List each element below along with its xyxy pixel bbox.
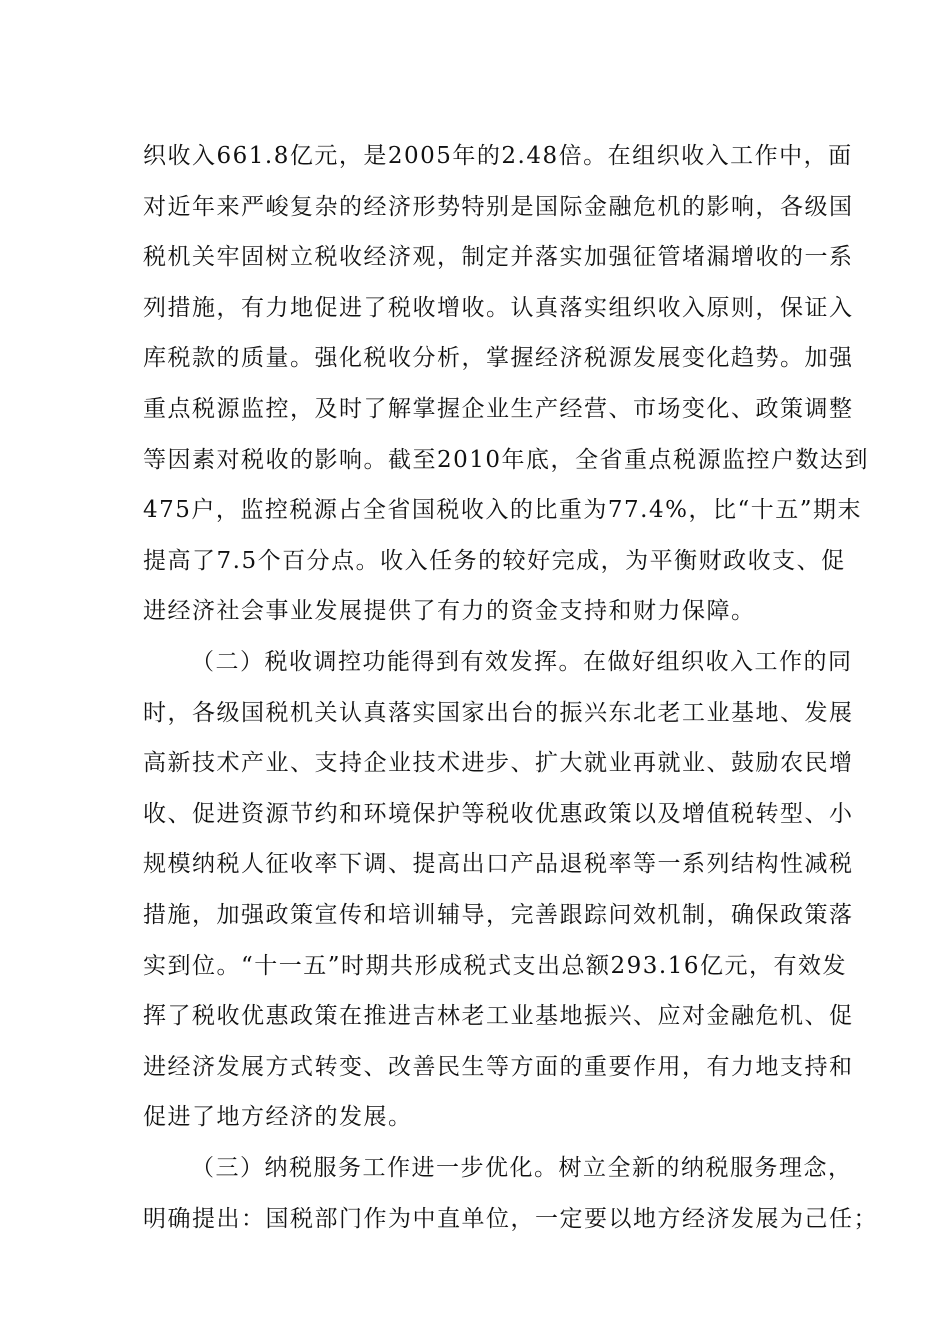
text-line: 明确提出：国税部门作为中直单位，一定要以地方经济发展为己任； bbox=[143, 1206, 878, 1232]
text-line: 时，各级国税机关认真落实国家出台的振兴东北老工业基地、发展 bbox=[143, 700, 854, 726]
text-line: 进经济发展方式转变、改善民生等方面的重要作用，有力地支持和 bbox=[143, 1054, 854, 1080]
text-line: 规模纳税人征收率下调、提高出口产品退税率等一系列结构性减税 bbox=[143, 851, 854, 877]
text-line: 对近年来严峻复杂的经济形势特别是国际金融危机的影响，各级国 bbox=[143, 194, 854, 220]
text-line: 库税款的质量。强化税收分析，掌握经济税源发展变化趋势。加强 bbox=[143, 345, 854, 371]
text-line: 475户，监控税源占全省国税收入的比重为77.4%，比“十五”期末 bbox=[143, 497, 862, 523]
text-line: （二）税收调控功能得到有效发挥。在做好组织收入工作的同 bbox=[191, 649, 853, 675]
text-line: 高新技术产业、支持企业技术进步、扩大就业再就业、鼓励农民增 bbox=[143, 750, 854, 776]
text-line: 措施，加强政策宣传和培训辅导，完善跟踪问效机制，确保政策落 bbox=[143, 902, 854, 928]
text-line: 重点税源监控，及时了解掌握企业生产经营、市场变化、政策调整 bbox=[143, 396, 854, 422]
text-line: 收、促进资源节约和环境保护等税收优惠政策以及增值税转型、小 bbox=[143, 801, 854, 827]
text-line: （三）纳税服务工作进一步优化。树立全新的纳税服务理念， bbox=[191, 1155, 853, 1181]
text-line: 织收入661.8亿元，是2005年的2.48倍。在组织收入工作中，面 bbox=[143, 143, 853, 169]
text-line: 提高了7.5个百分点。收入任务的较好完成，为平衡财政收支、促 bbox=[143, 548, 846, 574]
text-line: 进经济社会事业发展提供了有力的资金支持和财力保障。 bbox=[143, 598, 756, 624]
text-line: 实到位。“十一五”时期共形成税式支出总额293.16亿元，有效发 bbox=[143, 953, 847, 979]
text-line: 等因素对税收的影响。截至2010年底，全省重点税源监控户数达到 bbox=[143, 447, 870, 473]
text-line: 税机关牢固树立税收经济观，制定并落实加强征管堵漏增收的一系 bbox=[143, 244, 854, 270]
text-line: 挥了税收优惠政策在推进吉林老工业基地振兴、应对金融危机、促 bbox=[143, 1003, 854, 1029]
text-line: 促进了地方经济的发展。 bbox=[143, 1104, 413, 1130]
text-line: 列措施，有力地促进了税收增收。认真落实组织收入原则，保证入 bbox=[143, 295, 854, 321]
